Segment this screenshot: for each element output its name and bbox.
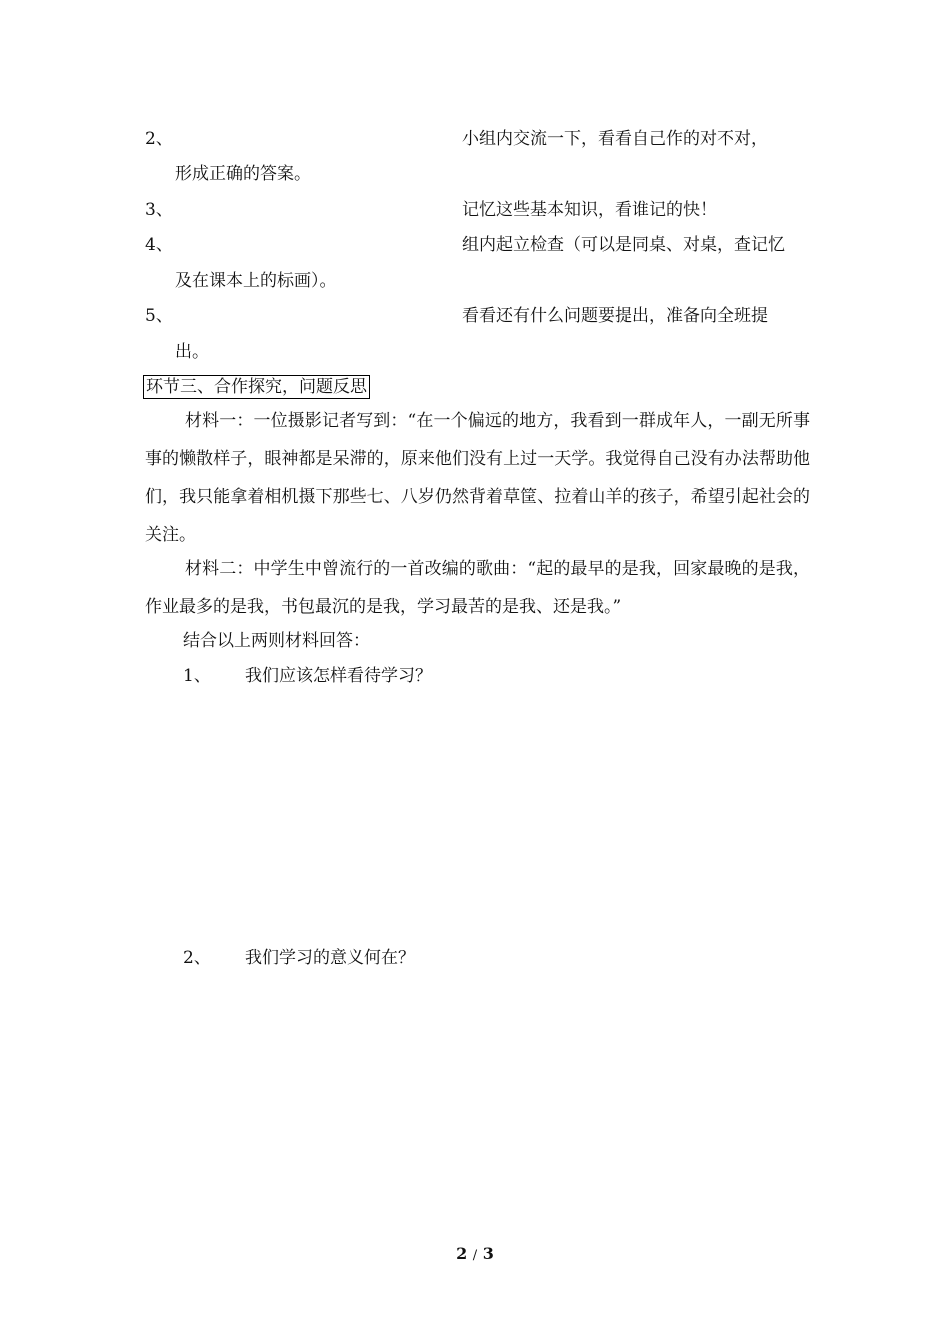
page-total: 3 — [482, 1244, 494, 1263]
step-text-continued: 及在课本上的标画）。 — [175, 271, 337, 291]
material-two-paragraph: 材料二：中学生中曾流行的一首改编的歌曲：“起的最早的是我，回家最晚的是我，作业最多的是我，书包最沉的是我，学习最苦的是我、还是我。” — [145, 559, 810, 617]
question-number: 1、 — [183, 666, 211, 686]
step-number: 2、 — [145, 129, 173, 149]
step-number: 3、 — [145, 200, 173, 220]
step-text-continued: 形成正确的答案。 — [175, 164, 311, 184]
page-number — [0, 1244, 950, 1263]
step-text: 组内起立检查（可以是同桌、对桌，查记忆 — [462, 235, 785, 255]
page-separator: / — [472, 1248, 478, 1263]
page-current: 2 — [456, 1244, 468, 1263]
step-number: 4、 — [145, 235, 173, 255]
material-one-paragraph: 材料一：一位摄影记者写到：“在一个偏远的地方，我看到一群成年人，一副无所事事的懒散样子，眼神都是呆滞的，原来他们没有上过一天学。我觉得自己没有办法帮助他们，我只能拿着相机摄下那些七、八岁仍然背着草筐、拉着山羊的孩子，希望引起社会的关注。 — [145, 411, 810, 545]
step-text-continued: 出。 — [175, 342, 209, 362]
section-title: 环节三、合作探究，问题反思 — [143, 375, 370, 399]
question-text: 我们学习的意义何在？ — [245, 948, 415, 968]
step-text: 看看还有什么问题要提出，准备向全班提 — [462, 306, 768, 326]
question-number: 2、 — [183, 948, 211, 968]
question-prompt: 结合以上两则材料回答： — [183, 631, 370, 651]
question-text: 我们应该怎样看待学习？ — [245, 666, 432, 686]
step-number: 5、 — [145, 306, 173, 326]
step-text: 小组内交流一下，看看自己作的对不对， — [462, 129, 768, 149]
step-text: 记忆这些基本知识，看谁记的快！ — [462, 200, 717, 220]
